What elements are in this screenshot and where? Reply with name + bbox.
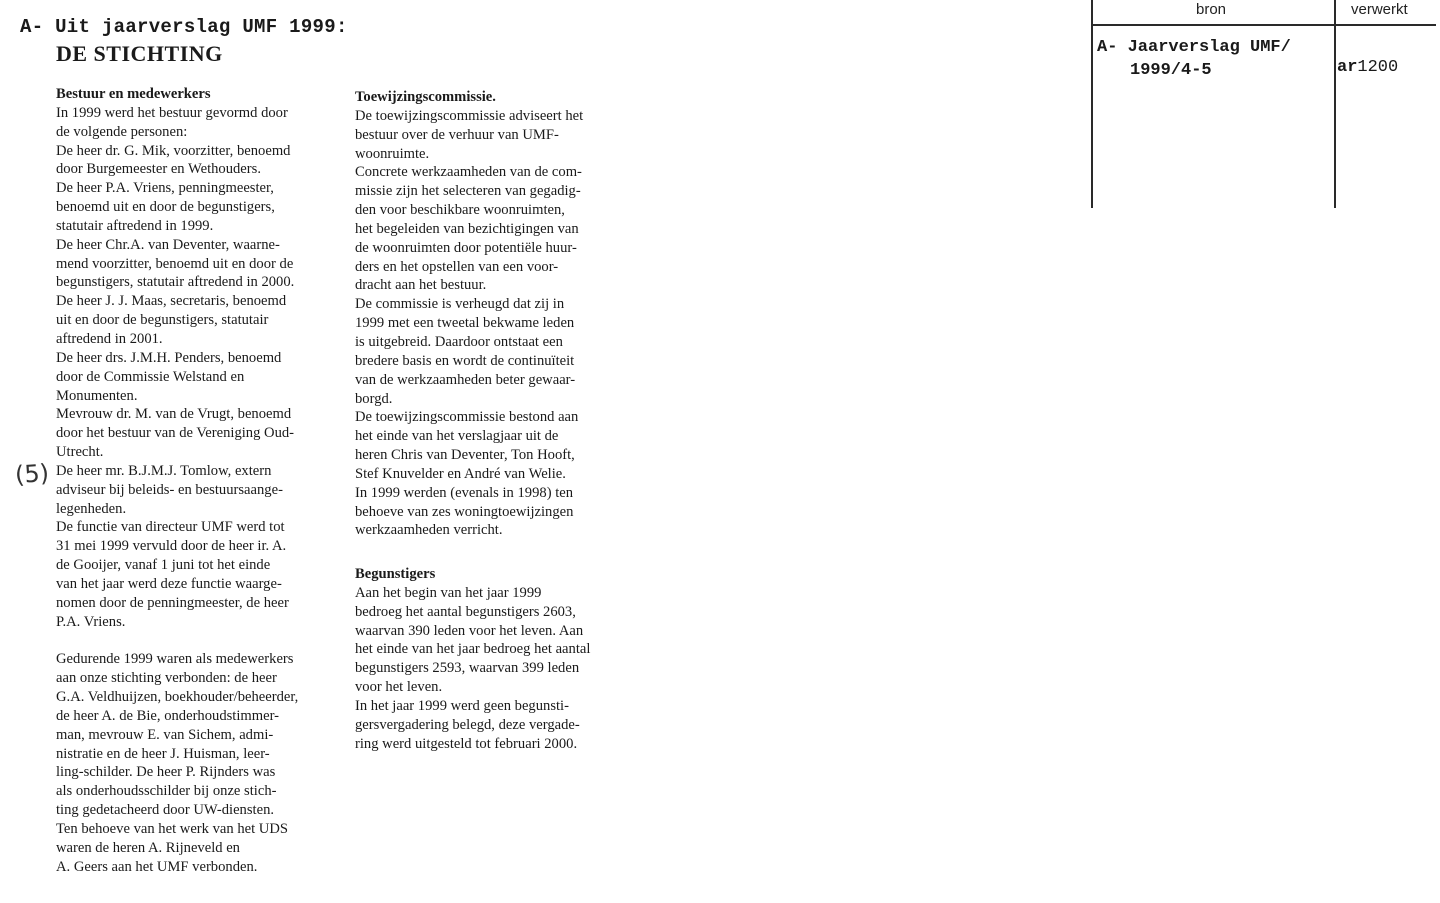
toewijzing-line: borgd. bbox=[355, 390, 393, 407]
bestuur-line: de heer A. de Bie, onderhoudstimmer- bbox=[56, 707, 280, 724]
section-body-toewijzing bbox=[355, 107, 645, 540]
bestuur-line: door de Commissie Welstand en bbox=[56, 368, 245, 385]
bestuur-line: De heer dr. G. Mik, voorzitter, benoemd bbox=[56, 142, 291, 159]
bestuur-line: De heer Chr.A. van Deventer, waarne- bbox=[56, 236, 280, 253]
begunstigers-line: bedroeg het aantal begunstigers 2603, bbox=[355, 603, 576, 620]
page-heading: A- Uit jaarverslag UMF 1999: bbox=[20, 16, 348, 38]
bestuur-line: De heer drs. J.M.H. Penders, benoemd bbox=[56, 349, 282, 366]
section-title-bestuur: Bestuur en medewerkers bbox=[56, 86, 211, 102]
source-reference-box bbox=[1091, 0, 1440, 208]
text-column-left bbox=[56, 85, 346, 876]
begunstigers-line: het einde van het jaar bedroeg het aantal bbox=[355, 641, 591, 658]
toewijzing-line: bestuur over de verhuur van UMF- bbox=[355, 126, 559, 143]
bestuur-line: De heer P.A. Vriens, penningmeester, bbox=[56, 180, 274, 197]
bestuur-line: aan onze stichting verbonden: de heer bbox=[56, 670, 277, 687]
bestuur-line: G.A. Veldhuijzen, boekhouder/beheerder, bbox=[56, 689, 299, 705]
toewijzing-line: van de werkzaamheden beter gewaar- bbox=[355, 371, 576, 388]
bestuur-line: Ten behoeve van het werk van het UDS bbox=[56, 820, 288, 837]
toewijzing-line: den voor beschikbare woonruimten, bbox=[355, 202, 565, 219]
toewijzing-line: heren Chris van Deventer, Ton Hooft, bbox=[355, 447, 575, 464]
handwritten-page-marker: (5) bbox=[14, 458, 50, 490]
column-header-verwerkt: verwerkt bbox=[1351, 1, 1408, 18]
bestuur-line: aftredend in 2001. bbox=[56, 330, 163, 347]
source-box-header-rule bbox=[1091, 24, 1436, 26]
toewijzing-line: de woonruimten door potentiële huur- bbox=[355, 239, 577, 256]
begunstigers-line: voor het leven. bbox=[355, 679, 443, 696]
document-title: DE STICHTING bbox=[56, 41, 223, 66]
begunstigers-line: begunstigers 2593, waarvan 399 leden bbox=[355, 660, 580, 677]
bestuur-line: Gedurende 1999 waren als medewerkers bbox=[56, 651, 294, 668]
bestuur-line: nistratie en de heer J. Huisman, leer- bbox=[56, 745, 270, 762]
bestuur-line: van het jaar werd deze functie waarge- bbox=[56, 575, 282, 592]
source-entry-line1: A- Jaarverslag UMF/ bbox=[1097, 38, 1291, 57]
bestuur-line: ling-schilder. De heer P. Rijnders was bbox=[56, 764, 276, 781]
toewijzing-line: woonruimte. bbox=[355, 145, 430, 162]
section-body-begunstigers bbox=[355, 584, 645, 754]
toewijzing-line: het einde van het verslagjaar uit de bbox=[355, 428, 559, 445]
section-body-bestuur bbox=[56, 104, 346, 877]
bestuur-line: als onderhoudsschilder bij onze stich- bbox=[56, 783, 277, 800]
bestuur-line: door Burgemeester en Wethouders. bbox=[56, 161, 261, 178]
toewijzing-line: Concrete werkzaamheden van de com- bbox=[355, 164, 582, 181]
bestuur-line: door het bestuur van de Vereniging Oud- bbox=[56, 425, 295, 442]
bestuur-line: nomen door de penningmeester, de heer bbox=[56, 594, 289, 611]
toewijzing-line: Stef Knuvelder en André van Welie. bbox=[355, 465, 566, 482]
toewijzing-line: De commissie is verheugd dat zij in bbox=[355, 296, 565, 313]
bestuur-line: mend voorzitter, benoemd uit en door de bbox=[56, 255, 294, 272]
toewijzing-line: is uitgebreid. Daardoor ontstaat een bbox=[355, 333, 563, 350]
bestuur-line: Monumenten. bbox=[56, 387, 138, 404]
bestuur-line: waren de heren A. Rijneveld en bbox=[56, 839, 240, 856]
toewijzing-line: ders en het opstellen van een voor- bbox=[355, 258, 559, 275]
source-entry-line2: 1999/4-5 bbox=[1130, 61, 1212, 80]
column-header-bron: bron bbox=[1196, 1, 1227, 18]
begunstigers-line: gersvergadering belegd, deze vergade- bbox=[355, 716, 580, 733]
section-title-toewijzing: Toewijzingscommissie. bbox=[355, 89, 496, 105]
toewijzing-line: het begeleiden van bezichtigingen van bbox=[355, 220, 579, 237]
processed-code bbox=[1337, 58, 1398, 77]
toewijzing-line: In 1999 werden (evenals in 1998) ten bbox=[355, 484, 574, 501]
toewijzing-line: werkzaamheden verricht. bbox=[355, 522, 503, 539]
toewijzing-line: De toewijzingscommissie adviseert het bbox=[355, 107, 584, 124]
section-title-begunstigers: Begunstigers bbox=[355, 566, 436, 583]
bestuur-line: de volgende personen: bbox=[56, 123, 188, 140]
bestuur-line: begunstigers, statutair aftredend in 2000. bbox=[56, 274, 295, 291]
bestuur-line: benoemd uit en door de begunstigers, bbox=[56, 199, 275, 216]
begunstigers-line: In het jaar 1999 werd geen begunsti- bbox=[355, 698, 569, 714]
text-column-right bbox=[355, 88, 645, 754]
bestuur-line: 31 mei 1999 vervuld door de heer ir. A. bbox=[56, 538, 287, 555]
begunstigers-line: waarvan 390 leden voor het leven. Aan bbox=[355, 622, 584, 639]
toewijzing-line: De toewijzingscommissie bestond aan bbox=[355, 409, 579, 426]
bestuur-line: de Gooijer, vanaf 1 juni tot het einde bbox=[56, 557, 271, 574]
bestuur-line: De heer mr. B.J.M.J. Tomlow, extern bbox=[56, 462, 272, 479]
bestuur-line: A. Geers aan het UMF verbonden. bbox=[56, 858, 258, 875]
bestuur-line: legenheden. bbox=[56, 500, 127, 517]
toewijzing-line: 1999 met een tweetal bekwame leden bbox=[355, 315, 575, 332]
bestuur-line: man, mevrouw E. van Sichem, admi- bbox=[56, 726, 274, 743]
begunstigers-line: ring werd uitgesteld tot februari 2000. bbox=[355, 735, 578, 752]
processed-code-number: 1200 bbox=[1357, 58, 1399, 77]
bestuur-line: statutair aftredend in 1999. bbox=[56, 217, 214, 234]
processed-code-prefix: ar bbox=[1337, 58, 1358, 77]
toewijzing-line: dracht aan het bestuur. bbox=[355, 277, 487, 294]
bestuur-line: Utrecht. bbox=[56, 444, 104, 461]
bestuur-line: uit en door de begunstigers, statutair bbox=[56, 312, 269, 329]
bestuur-line: adviseur bij beleids- en bestuursaange- bbox=[56, 481, 283, 498]
bestuur-line: In 1999 werd het bestuur gevormd door bbox=[56, 104, 288, 121]
toewijzing-line: missie zijn het selecteren van gegadig- bbox=[355, 183, 581, 200]
bestuur-line: De functie van directeur UMF werd tot bbox=[56, 519, 285, 536]
toewijzing-line: bredere basis en wordt de continuïteit bbox=[355, 352, 575, 369]
source-box-divider bbox=[1334, 0, 1336, 208]
toewijzing-line: behoeve van zes woningtoewijzingen bbox=[355, 503, 574, 520]
bestuur-line: Mevrouw dr. M. van de Vrugt, benoemd bbox=[56, 406, 292, 423]
begunstigers-line: Aan het begin van het jaar 1999 bbox=[355, 584, 542, 601]
bestuur-line: De heer J. J. Maas, secretaris, benoemd bbox=[56, 293, 287, 310]
source-box-left-border bbox=[1091, 0, 1093, 208]
bestuur-line bbox=[56, 631, 346, 650]
bestuur-line: ting gedetacheerd door UW-diensten. bbox=[56, 802, 275, 819]
bestuur-line: P.A. Vriens. bbox=[56, 613, 126, 630]
source-entry bbox=[1097, 36, 1291, 82]
